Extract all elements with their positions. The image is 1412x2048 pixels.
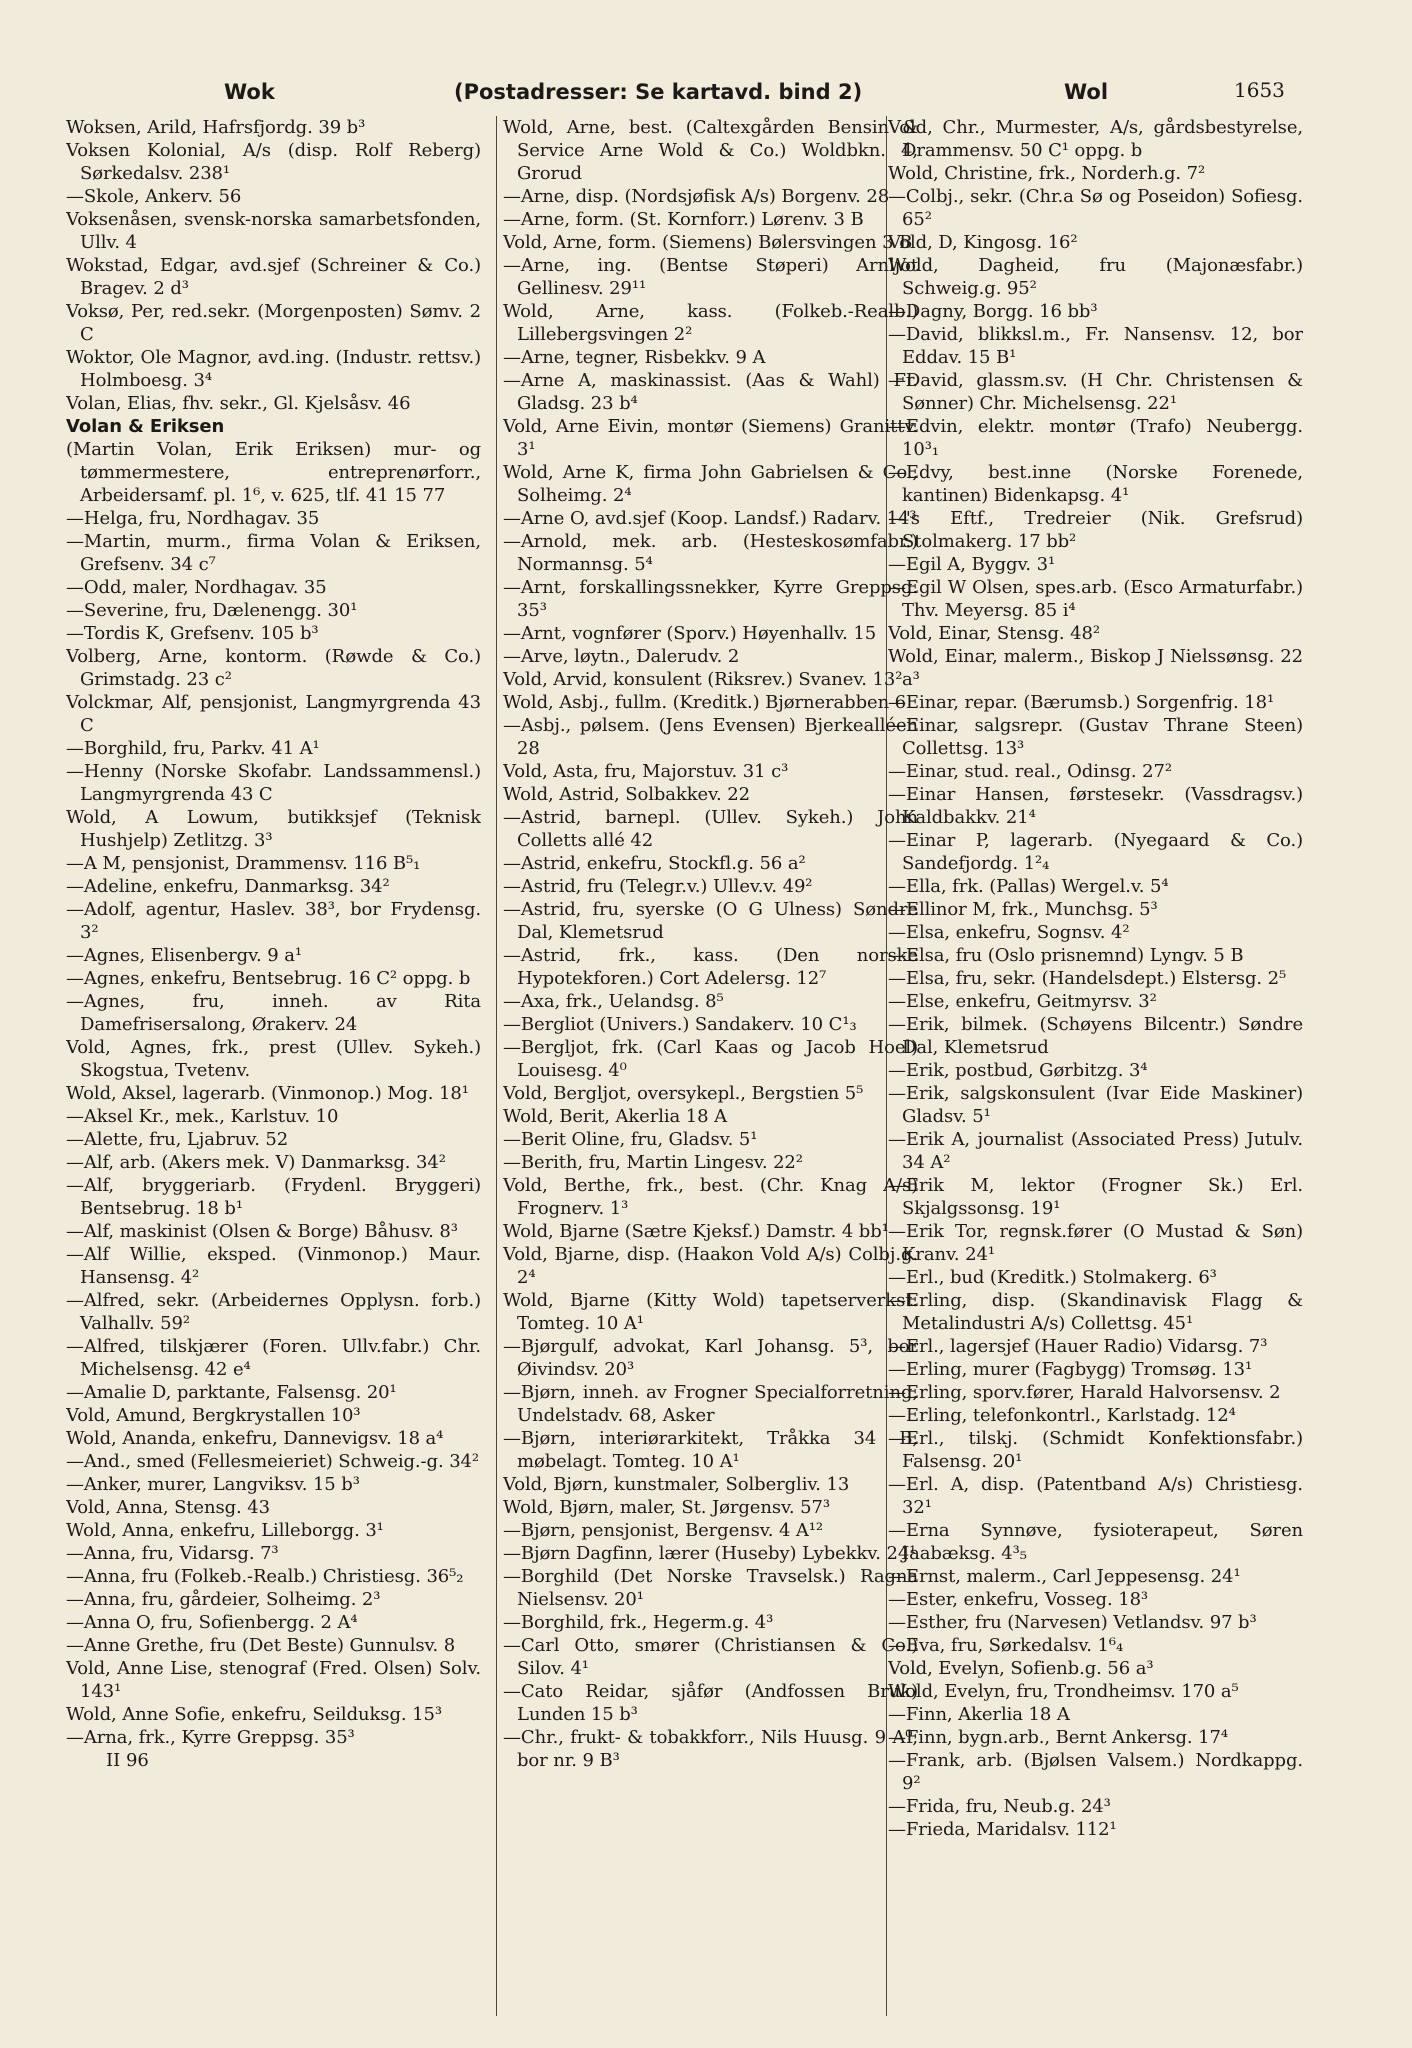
directory-entry: —Agnes, fru, inneh. av Rita Damefrisersalong, Ørakerv. 24 [66,991,481,1035]
directory-entry: —Astrid, barnepl. (Ullev. Sykeh.) John Colletts allé 42 [503,807,918,851]
directory-entry: Wold, Astrid, Solbakkev. 22 [503,784,750,805]
directory-entry: Voksen Kolonial, A/s (disp. Rolf Reberg) Sørkedalsv. 238¹ [66,140,481,184]
directory-entry: —Frieda, Maridalsv. 112¹ [888,1819,1117,1840]
header-left-keyword: Wok [224,80,275,104]
directory-entry: —Einar P, lagerarb. (Nyegaard & Co.) Sandefjordg. 1²₄ [888,830,1303,874]
directory-entry: Wold, Arne K, firma John Gabrielsen & Co., Solheimg. 2⁴ [503,462,918,506]
directory-entry: Wold, Bjørn, maler, St. Jørgensv. 57³ [503,1497,830,1518]
page-header [64,72,1354,112]
directory-entry: Vold, D, Kingosg. 16² [888,232,1078,253]
directory-entry: —Else, enkefru, Geitmyrsv. 3² [888,991,1157,1012]
directory-entry: —Finn, bygn.arb., Bernt Ankersg. 17⁴ [888,1727,1228,1748]
directory-entry: —Edvin, elektr. montør (Trafo) Neubergg. 10³₁ [888,416,1303,460]
directory-entry: Vold, Agnes, frk., prest (Ullev. Sykeh.) Skogstua, Tvetenv. [66,1037,481,1081]
directory-entry: —Ernst, malerm., Carl Jeppesensg. 24¹ [888,1566,1241,1587]
directory-column-1 [66,116,481,2026]
directory-entry: —Erling, murer (Fagbygg) Tromsøg. 13¹ [888,1359,1253,1380]
directory-entry: —Einar, stud. real., Odinsg. 27² [888,761,1172,782]
directory-entry: —Aksel Kr., mek., Karlstuv. 10 [66,1106,339,1127]
directory-entry: —Bjørn, inneh. av Frogner Specialforretning, Undelstadv. 68, Asker [503,1382,918,1426]
directory-entry: —Odd, maler, Nordhagav. 35 [66,577,327,598]
directory-entry: —Arne, disp. (Nordsjøfisk A/s) Borgenv. 28 [503,186,890,207]
directory-entry: —Elsa, fru (Oslo prisnemnd) Lyngv. 5 B [888,945,1244,966]
directory-entry: —Bjørn, pensjonist, Bergensv. 4 A¹² [503,1520,824,1541]
directory-entry: Wokstad, Edgar, avd.sjef (Schreiner & Co.) Bragev. 2 d³ [66,255,481,299]
directory-entry: Woktor, Ole Magnor, avd.ing. (Industr. rettsv.) Holmboesg. 3⁴ [66,347,481,391]
directory-entry: —Bjørgulf, advokat, Karl Johansg. 5³, bor Øivindsv. 20³ [503,1336,918,1380]
directory-entry: —Erik Tor, regnsk.fører (O Mustad & Søn) Kranv. 24¹ [888,1221,1303,1265]
directory-entry: Voksenåsen, svensk-norska samarbetsfonden, Ullv. 4 [66,209,481,253]
directory-entry: —Borghild, fru, Parkv. 41 A¹ [66,738,320,759]
directory-column-2 [503,116,918,2026]
directory-entry: —Bjørn Dagfinn, lærer (Huseby) Lybekkv. 24¹ [503,1543,917,1564]
directory-entry: —Ester, enkefru, Vosseg. 18³ [888,1589,1149,1610]
directory-entry: —Erik, postbud, Gørbitzg. 3⁴ [888,1060,1148,1081]
directory-entry: Wold, Aksel, lagerarb. (Vinmonop.) Mog. 18¹ [66,1083,469,1104]
directory-entry: Wold, Berit, Akerlia 18 A [503,1106,728,1127]
page-number: 1653 [1234,78,1285,102]
directory-entry: —Erik A, journalist (Associated Press) Jutulv. 34 A² [888,1129,1303,1173]
directory-entry: Wold, Bjarne (Sætre Kjeksf.) Damstr. 4 bb¹ [503,1221,889,1242]
directory-entry: —Henny (Norske Skofabr. Landssammensl.) Langmyrgrenda 43 C [66,761,481,805]
directory-entry: —Arne, form. (St. Kornforr.) Lørenv. 3 B [503,209,864,230]
directory-entry: —Astrid, enkefru, Stockfl.g. 56 a² [503,853,806,874]
directory-entry: Vold, Bjørn, kunstmaler, Solbergliv. 13 [503,1474,850,1495]
directory-column-3 [888,116,1303,2026]
directory-entry: —Erling, disp. (Skandinavisk Flagg & Metalindustri A/s) Collettsg. 45¹ [888,1290,1303,1334]
directory-entry: —Frida, fru, Neub.g. 24³ [888,1796,1111,1817]
directory-entry: —'s Eftf., Tredreier (Nik. Grefsrud) Stolmakerg. 17 bb² [888,508,1303,552]
directory-entry: —Erik, bilmek. (Schøyens Bilcentr.) Søndre Dal, Klemetsrud [888,1014,1303,1058]
directory-entry: —Erl. A, disp. (Patentband A/s) Christiesg. 32¹ [888,1474,1303,1518]
directory-entry: —And., smed (Fellesmeieriet) Schweig.-g. 34² [66,1451,480,1472]
directory-entry: —Bjørn, interiørarkitekt, Tråkka 34 B, møbelagt. Tomteg. 10 A¹ [503,1428,918,1472]
directory-entry: —Axa, frk., Uelandsg. 8⁵ [503,991,724,1012]
header-right-keyword: Wol [1064,80,1109,104]
directory-entry: —Einar, repar. (Bærumsb.) Sorgenfrig. 18¹ [888,692,1275,713]
directory-entry: Wold, Arne, best. (Caltexgården Bensin & Service Arne Wold & Co.) Woldbkn. 4, Grorud [503,117,918,184]
directory-entry: —Chr., frukt- & tobakkforr., Nils Huusg. 9 A⁰, bor nr. 9 B³ [503,1727,918,1771]
directory-entry: Wold, Ananda, enkefru, Dannevigsv. 18 a⁴ [66,1428,444,1449]
directory-entry: —Alfred, sekr. (Arbeidernes Opplysn. forb.) Valhallv. 59² [66,1290,481,1334]
directory-entry: —Erik, salgskonsulent (Ivar Eide Maskiner) Gladsv. 5¹ [888,1083,1303,1127]
directory-entry: Wold, Evelyn, fru, Trondheimsv. 170 a⁵ [888,1681,1239,1702]
directory-entry: —Amalie D, parktante, Falsensg. 20¹ [66,1382,397,1403]
directory-entry: —Erl., bud (Kreditk.) Stolmakerg. 6³ [888,1267,1217,1288]
directory-entry: —Egil W Olsen, spes.arb. (Esco Armaturfabr.) Thv. Meyersg. 85 i⁴ [888,577,1303,621]
directory-entry: —Arne, tegner, Risbekkv. 9 A [503,347,766,368]
directory-entry: —Arnt, forskallingssnekker, Kyrre Greppsg. 35³ [503,577,918,621]
directory-entry: —Helga, fru, Nordhagav. 35 [66,508,320,529]
directory-entry: —Colbj., sekr. (Chr.a Sø og Poseidon) Sofiesg. 65² [888,186,1303,230]
directory-entry: Vold, Bjarne, disp. (Haakon Vold A/s) Colbj.g. 2⁴ [503,1244,918,1288]
directory-entry: —Egil A, Byggv. 3¹ [888,554,1056,575]
directory-entry: —A M, pensjonist, Drammensv. 116 B⁵₁ [66,853,421,874]
directory-entry: —Erl., lagersjef (Hauer Radio) Vidarsg. 7³ [888,1336,1268,1357]
directory-entry: —David, glassm.sv. (H Chr. Christensen & Sønner) Chr. Michelsensg. 22¹ [888,370,1303,414]
directory-entry: —Elsa, fru, sekr. (Handelsdept.) Elstersg. 2⁵ [888,968,1287,989]
directory-entry: —Carl Otto, smører (Christiansen & Co.) Silov. 4¹ [503,1635,918,1679]
directory-entry: —Alf, bryggeriarb. (Frydenl. Bryggeri) Bentsebrug. 18 b¹ [66,1175,481,1219]
directory-entry: —Bergliot (Univers.) Sandakerv. 10 C¹₃ [503,1014,857,1035]
directory-entry: Vold, Chr., Murmester, A/s, gårdsbestyrelse, Drammensv. 50 C¹ oppg. b [888,117,1303,161]
directory-entry: —Berith, fru, Martin Lingesv. 22² [503,1152,803,1173]
directory-columns [66,116,1362,2026]
directory-entry: —Eva, fru, Sørkedalsv. 1⁶₄ [888,1635,1124,1656]
directory-entry: —Astrid, frk., kass. (Den norske Hypotekforen.) Cort Adelersg. 12⁷ [503,945,918,989]
header-postal-note: (Postadresser: Se kartavd. bind 2) [454,80,863,104]
directory-entry: Wold, A Lowum, butikksjef (Teknisk Hushjelp) Zetlitzg. 3³ [66,807,481,851]
directory-entry: —Arne O, avd.sjef (Koop. Landsf.) Radarv. 14³ [503,508,917,529]
directory-entry: —Dagny, Borgg. 16 bb³ [888,301,1098,322]
directory-entry: —Arnold, mek. arb. (Hesteskosømfabr.) Normannsg. 5⁴ [503,531,918,575]
directory-entry: —Anna O, fru, Sofienbergg. 2 A⁴ [66,1612,358,1633]
directory-entry: Wold, Bjarne (Kitty Wold) tapetserverkst. Tomteg. 10 A¹ [503,1290,918,1334]
directory-entry: Vold, Anna, Stensg. 43 [66,1497,270,1518]
directory-entry: —Arve, løytn., Dalerudv. 2 [503,646,740,667]
directory-entry: Wold, Asbj., fullm. (Kreditk.) Bjørnerabben 6 [503,692,907,713]
directory-entry: —Agnes, enkefru, Bentsebrug. 16 C² oppg. b [66,968,471,989]
directory-entry: —Martin, murm., firma Volan & Eriksen, Grefsenv. 34 c⁷ [66,531,481,575]
directory-entry: Vold, Evelyn, Sofienb.g. 56 a³ [888,1658,1154,1679]
directory-entry: —Erna Synnøve, fysioterapeut, Søren Jaabæksg. 4³₅ [888,1520,1303,1564]
directory-entry: Wold, Dagheid, fru (Majonæsfabr.) Schweig.g. 95² [888,255,1303,299]
directory-entry: —Finn, Akerlia 18 A [888,1704,1070,1725]
directory-entry: —Arne A, maskinassist. (Aas & Wahl) Fr. Gladsg. 23 b⁴ [503,370,918,414]
directory-entry: Voksø, Per, red.sekr. (Morgenposten) Sømv. 2 C [66,301,481,345]
directory-entry: —Erik M, lektor (Frogner Sk.) Erl. Skjalgssonsg. 19¹ [888,1175,1303,1219]
directory-entry: —Erling, sporv.fører, Harald Halvorsensv. 2 [888,1382,1281,1403]
directory-entry: Vold, Anne Lise, stenograf (Fred. Olsen) Solv. 143¹ [66,1658,481,1702]
directory-entry: Vold, Arne Eivin, montør (Siemens) Granittv. 3¹ [503,416,918,460]
directory-entry: —Edvy, best.inne (Norske Forenede, kantinen) Bidenkapsg. 4¹ [888,462,1303,506]
directory-entry: —Asbj., pølsem. (Jens Evensen) Bjerkealléen 28 [503,715,918,759]
directory-entry: —Erling, telefonkontrl., Karlstadg. 12⁴ [888,1405,1236,1426]
directory-entry: —Arne, ing. (Bentse Støperi) Arnljot Gellinesv. 29¹¹ [503,255,918,299]
directory-entry: —Einar Hansen, førstesekr. (Vassdragsv.) Kaldbakkv. 21⁴ [888,784,1303,828]
directory-entry: Volan, Elias, fhv. sekr., Gl. Kjelsåsv. 46 [66,393,411,414]
directory-entry: —Agnes, Elisenbergv. 9 a¹ [66,945,302,966]
directory-entry: —Alfred, tilskjærer (Foren. Ullv.fabr.) Chr. Michelsensg. 42 e⁴ [66,1336,481,1380]
directory-entry: Vold, Arvid, konsulent (Riksrev.) Svanev. 13² [503,669,903,690]
directory-entry: —Cato Reidar, sjåfør (Andfossen Bruk) Lunden 15 b³ [503,1681,918,1725]
directory-entry: Woksen, Arild, Hafrsfjordg. 39 b³ [66,117,366,138]
directory-entry: —Astrid, fru, syerske (O G Ulness) Søndre Dal, Klemetsrud [503,899,918,943]
directory-entry: —Anker, murer, Langviksv. 15 b³ [66,1474,360,1495]
directory-entry: —Arna, frk., Kyrre Greppsg. 35³ [66,1727,355,1748]
directory-entry: Vold, Asta, fru, Majorstuv. 31 c³ [503,761,789,782]
directory-entry: —Anna, fru, Vidarsg. 7³ [66,1543,279,1564]
directory-entry: —Arnt, vognfører (Sporv.) Høyenhallv. 15 [503,623,877,644]
directory-entry: Volberg, Arne, kontorm. (Røwde & Co.) Grimstadg. 23 c² [66,646,481,690]
directory-entry: Vold, Amund, Bergkrystallen 10³ [66,1405,361,1426]
directory-entry: —Adeline, enkefru, Danmarksg. 34² [66,876,390,897]
directory-entry: —Ella, frk. (Pallas) Wergel.v. 5⁴ [888,876,1169,897]
directory-entry: —Borghild, frk., Hegerm.g. 4³ [503,1612,774,1633]
directory-entry: —Anna, fru (Folkeb.-Realb.) Christiesg. 36⁵₂ [66,1566,464,1587]
directory-entry: —Erl., tilskj. (Schmidt Konfektionsfabr.) Falsensg. 20¹ [888,1428,1303,1472]
directory-entry: —Anna, fru, gårdeier, Solheimg. 2³ [66,1589,381,1610]
directory-entry: Wold, Anna, enkefru, Lilleborgg. 3¹ [66,1520,384,1541]
directory-entry: —Skole, Ankerv. 56 [66,186,242,207]
directory-entry: —Alf Willie, eksped. (Vinmonop.) Maur. Hansensg. 4² [66,1244,481,1288]
directory-entry: Vold, Einar, Stensg. 48² [888,623,1100,644]
directory-entry: (Martin Volan, Erik Eriksen) mur- og tømmermestere, entreprenørforr., Arbeidersamf. pl. 1⁶, v. 625, tlf. 41 15 77 [66,439,481,506]
directory-entry: Vold, Arne, form. (Siemens) Bølersvingen 3 B [503,232,913,253]
directory-entry: —Borghild (Det Norske Travselsk.) Ragna Nielsensv. 20¹ [503,1566,918,1610]
directory-entry: Volckmar, Alf, pensjonist, Langmyrgrenda 43 C [66,692,481,736]
directory-entry: —Einar, salgsrepr. (Gustav Thrane Steen) Collettsg. 13³ [888,715,1303,759]
directory-heading: Volan & Eriksen [66,416,225,437]
directory-entry: —Anne Grethe, fru (Det Beste) Gunnulsv. 8 [66,1635,456,1656]
directory-entry: —Alette, fru, Ljabruv. 52 [66,1129,289,1150]
directory-entry: —Frank, arb. (Bjølsen Valsem.) Nordkappg. 9² [888,1750,1303,1794]
directory-entry: —David, blikksl.m., Fr. Nansensv. 12, bor Eddav. 15 B¹ [888,324,1303,368]
directory-entry: —Elsa, enkefru, Sognsv. 4² [888,922,1130,943]
directory-entry: —Adolf, agentur, Haslev. 38³, bor Frydensg. 3² [66,899,481,943]
directory-entry: Vold, Bergljot, oversykepl., Bergstien 5⁵ [503,1083,864,1104]
directory-entry: —Ellinor M, frk., Munchsg. 5³ [888,899,1158,920]
directory-entry: —Astrid, fru (Telegr.v.) Ullev.v. 49² [503,876,813,897]
signature-mark: II 96 [106,1750,149,1771]
directory-entry: Wold, Arne, kass. (Folkeb.-Realb.) Lillebergsvingen 2² [503,301,918,345]
directory-entry: —Berit Oline, fru, Gladsv. 5¹ [503,1129,758,1150]
directory-entry: —Bergljot, frk. (Carl Kaas og Jacob Hoel) Louisesg. 4⁰ [503,1037,918,1081]
directory-entry: —Alf, arb. (Akers mek. V) Danmarksg. 34² [66,1152,446,1173]
directory-entry: —Tordis K, Grefsenv. 105 b³ [66,623,319,644]
directory-entry: —Alf, maskinist (Olsen & Borge) Båhusv. 8³ [66,1221,458,1242]
directory-entry: Wold, Anne Sofie, enkefru, Seilduksg. 15³ [66,1704,442,1725]
directory-entry: Vold, Berthe, frk., best. (Chr. Knag A/s) Frognerv. 1³ [503,1175,918,1219]
directory-entry: Wold, Christine, frk., Norderh.g. 7² [888,163,1206,184]
directory-entry: —Esther, fru (Narvesen) Vetlandsv. 97 b³ [888,1612,1257,1633]
directory-entry: Wold, Einar, malerm., Biskop J Nielssønsg. 22 a³ [888,646,1303,690]
directory-entry: —Severine, fru, Dælenengg. 30¹ [66,600,358,621]
